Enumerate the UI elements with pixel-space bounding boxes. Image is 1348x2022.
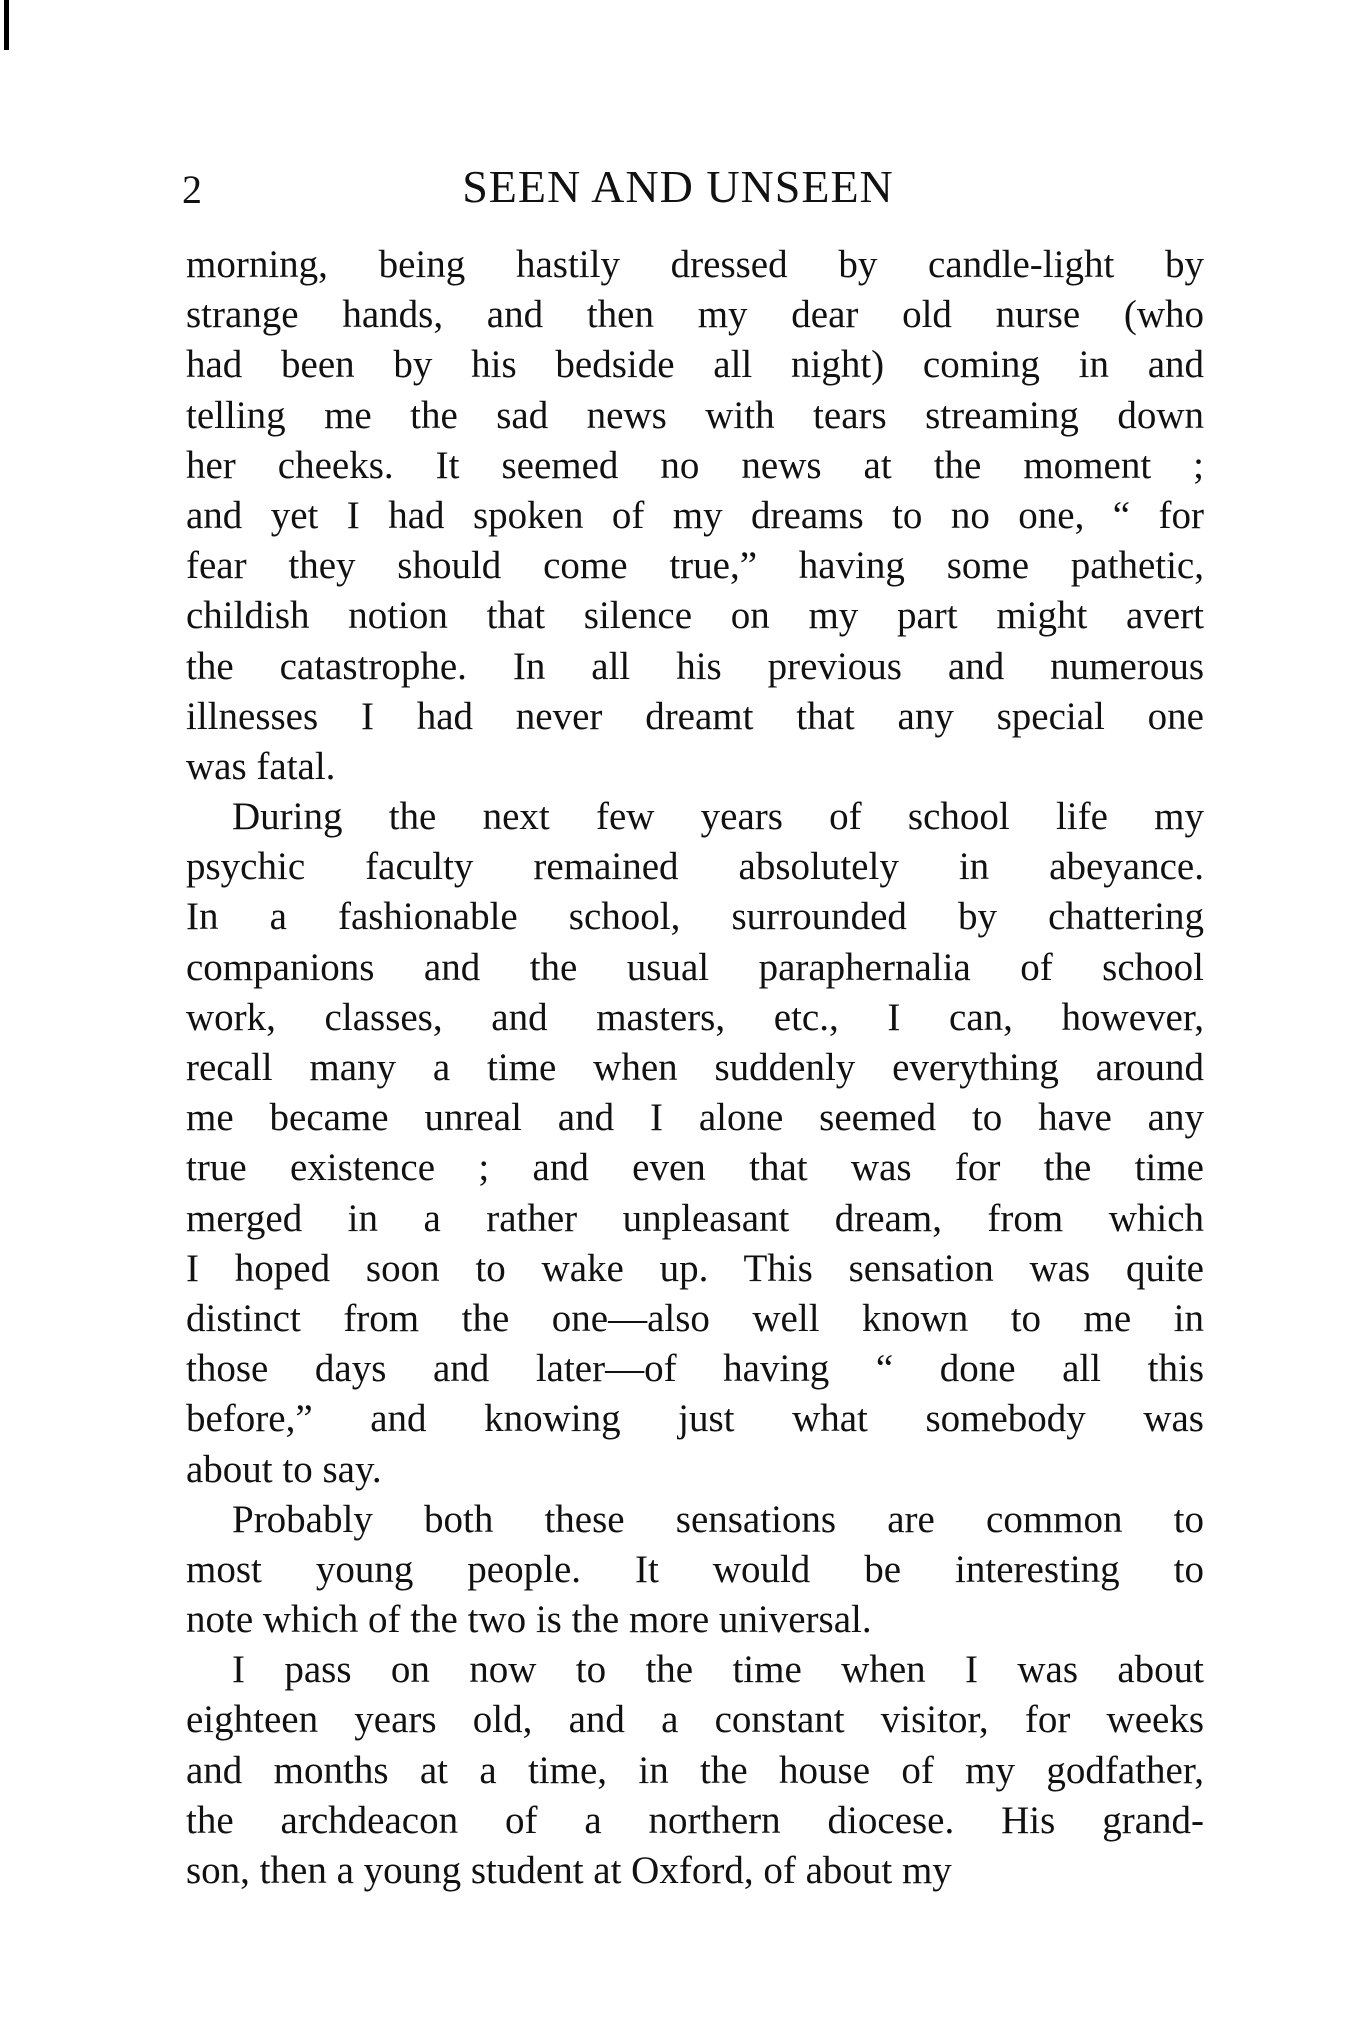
paragraph [186,1495,1204,1646]
scan-edge-mark [4,0,9,50]
running-title: SEEN AND UNSEEN [462,161,894,212]
text-line: distinct from the one—also well known to me in [186,1296,1204,1340]
paragraph [186,1645,1204,1896]
text-line: the catastrophe. In all his previous and numerous [186,644,1204,688]
text-line: strange hands, and then my dear old nurse (who [186,293,1204,337]
text-line: I hoped soon to wake up. This sensation was quite [186,1246,1204,1290]
text-line: was fatal. [186,744,336,788]
text-line: Probably both these sensations are common to [232,1497,1204,1541]
text-line: illnesses I had never dreamt that any special one [186,694,1204,738]
text-line: most young people. It would be interesting to [186,1547,1204,1591]
text-line: I pass on now to the time when I was about [232,1648,1204,1692]
text-line: before,” and knowing just what somebody was [186,1397,1204,1441]
text-line: true existence ; and even that was for the time [186,1146,1204,1190]
text-line: eighteen years old, and a constant visitor, for weeks [186,1698,1204,1742]
text-line: me became unreal and I alone seemed to have any [186,1096,1204,1140]
text-line: son, then a young student at Oxford, of about my [186,1849,952,1892]
text-line: During the next few years of school life my [232,795,1204,839]
text-line: morning, being hastily dressed by candle-light by [186,243,1204,286]
text-line: had been by his bedside all night) coming in and [186,343,1204,387]
text-line: about to say. [186,1447,382,1491]
text-line: and months at a time, in the house of my godfather, [186,1748,1204,1792]
text-line: psychic faculty remained absolutely in abeyance. [186,845,1204,889]
text-line: merged in a rather unpleasant dream, from which [186,1196,1204,1240]
paragraph [186,240,1204,792]
body-text [186,240,1204,1896]
text-line: childish notion that silence on my part might avert [186,594,1204,638]
text-line: work, classes, and masters, etc., I can, however, [186,995,1204,1039]
text-line: those days and later—of having “ done all this [186,1347,1204,1391]
text-line: telling me the sad news with tears streaming down [186,393,1204,437]
text-line: companions and the usual paraphernalia of school [186,945,1204,989]
text-line: her cheeks. It seemed no news at the moment ; [186,443,1204,487]
text-line: note which of the two is the more universal. [186,1598,872,1642]
paragraph [186,792,1204,1495]
text-line: and yet I had spoken of my dreams to no one, “ for [186,493,1204,537]
text-line: fear they should come true,” having some pathetic, [186,544,1204,588]
text-line: recall many a time when suddenly everything around [186,1046,1204,1089]
text-line: In a fashionable school, surrounded by chattering [186,895,1204,939]
text-line: the archdeacon of a northern diocese. His grand- [186,1798,1204,1842]
page-number: 2 [182,167,202,212]
